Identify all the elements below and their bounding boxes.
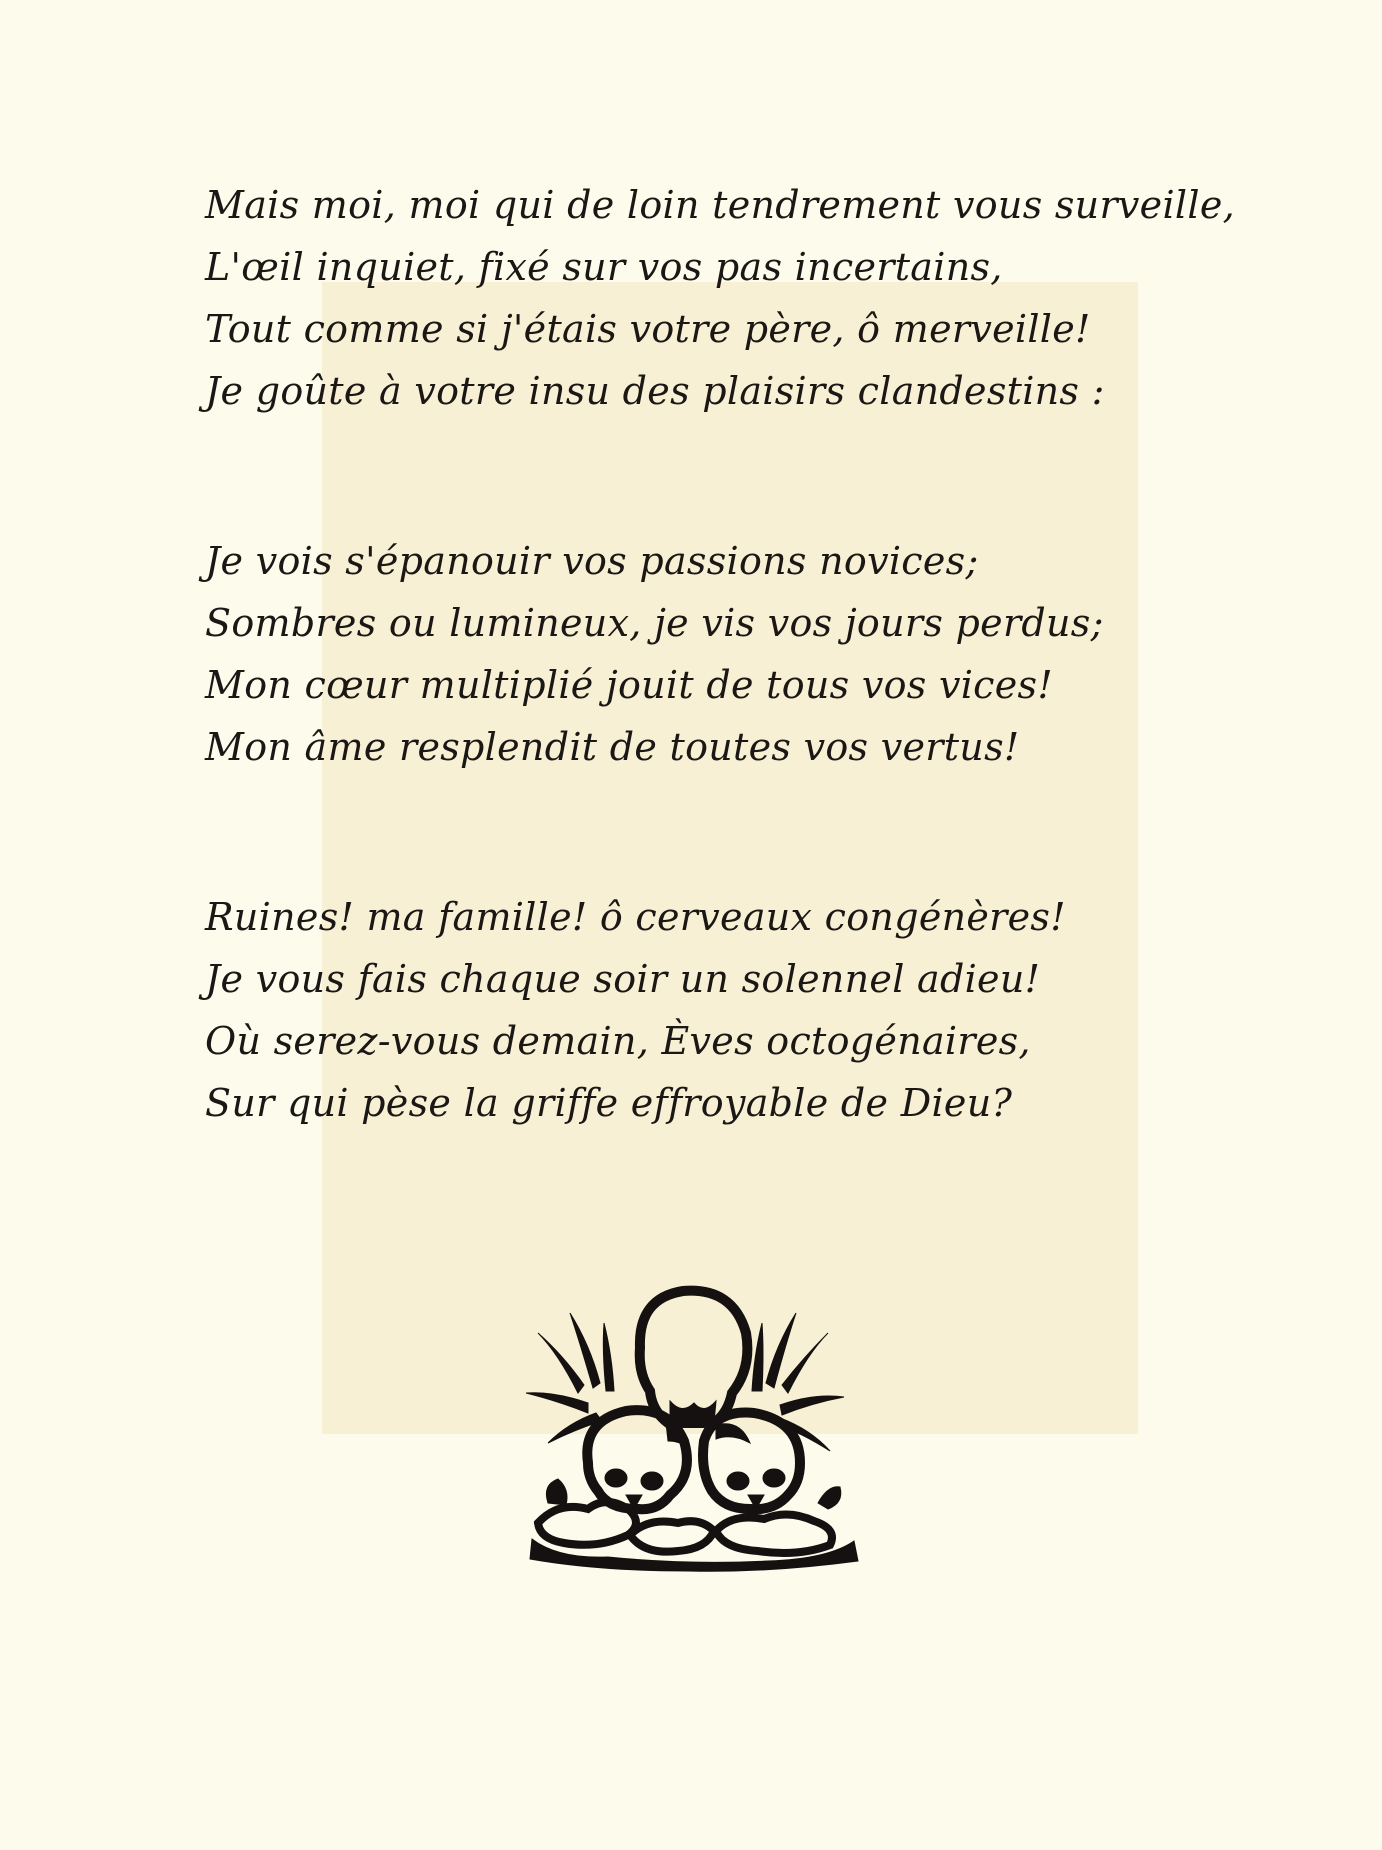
- verse-line: Sur qui pèse la griffe effroyable de Dieu?: [205, 1081, 1013, 1125]
- three-skulls-woodcut-icon: [518, 1273, 868, 1573]
- verse-line: Sombres ou lumineux, je vis vos jours perdus;: [205, 601, 1104, 645]
- verse-line: Mon âme resplendit de toutes vos vertus!: [205, 725, 1020, 769]
- verse-line: Mon cœur multiplié jouit de tous vos vices!: [205, 663, 1053, 707]
- poem: [205, 174, 1325, 1134]
- verse-line: Je goûte à votre insu des plaisirs clandestins :: [205, 369, 1105, 413]
- verse-line: Où serez-vous demain, Èves octogénaires,: [205, 1019, 1031, 1063]
- verse-line: Mais moi, moi qui de loin tendrement vous surveille,: [205, 183, 1236, 227]
- stanza-1: [205, 174, 1325, 422]
- stanza-2: [205, 530, 1325, 778]
- verse-line: Tout comme si j'étais votre père, ô merveille!: [205, 307, 1091, 351]
- verse-line: L'œil inquiet, fixé sur vos pas incertains,: [205, 245, 1003, 289]
- verse-line: Je vous fais chaque soir un solennel adieu!: [205, 957, 1041, 1001]
- verse-line: Je vois s'épanouir vos passions novices;: [205, 539, 979, 583]
- verse-line: Ruines! ma famille! ô cerveaux congénères!: [205, 895, 1066, 939]
- stanza-3: [205, 886, 1325, 1134]
